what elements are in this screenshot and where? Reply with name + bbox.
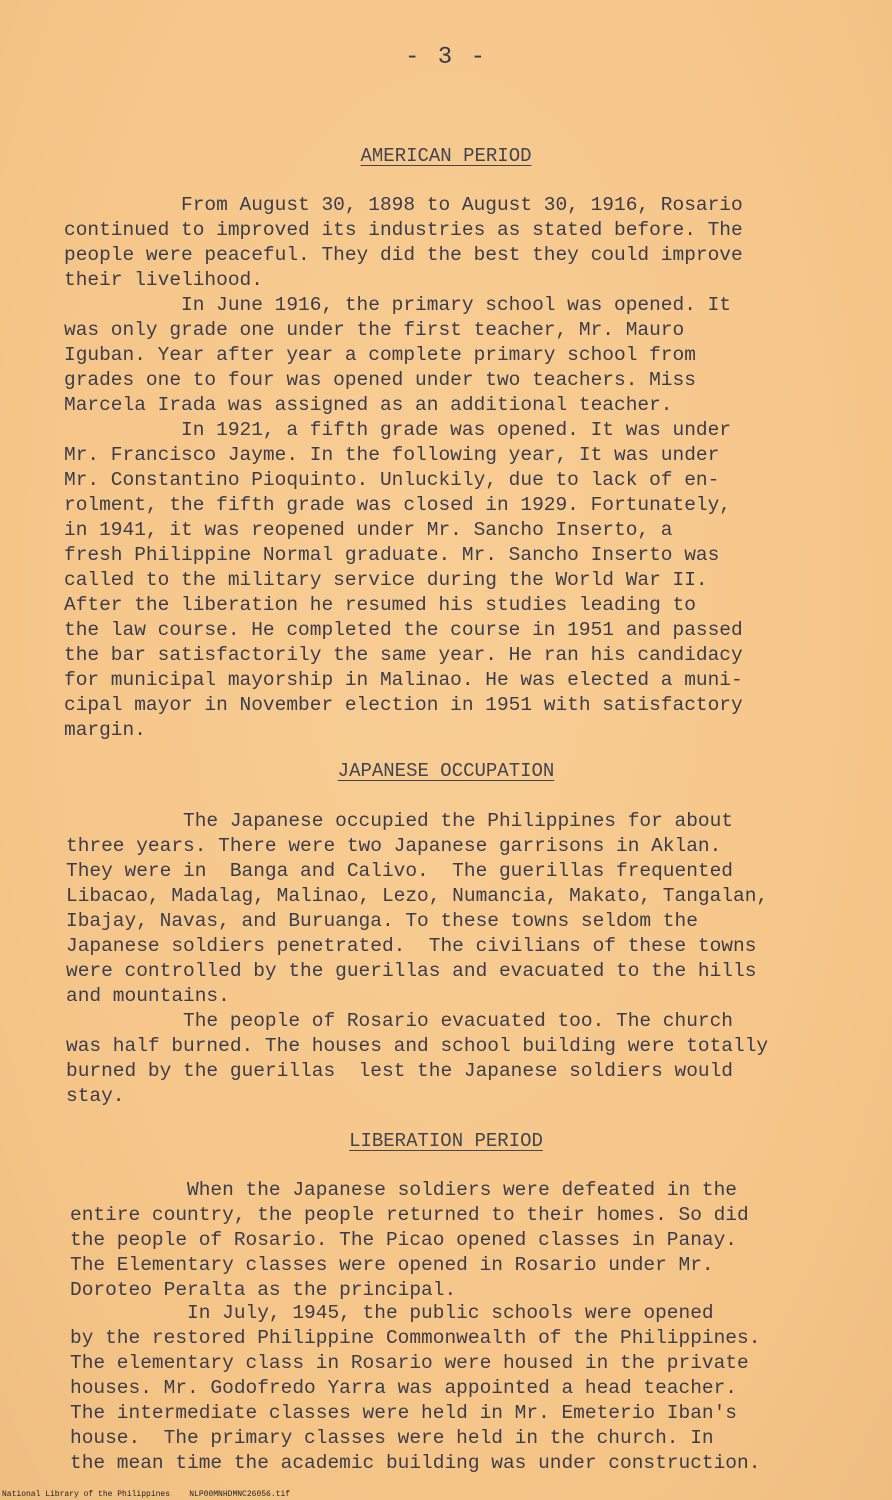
section-heading-japanese-occupation: JAPANESE OCCUPATION bbox=[337, 760, 555, 782]
paragraph-american-2: In June 1916, the primary school was opened. It was only grade one under the first teacher, Mr. Mauro Iguban. Year after year a complete primary school from grades one to four was opened under two teachers. Miss Marcela Irada was assigned as an additional teacher. bbox=[64, 294, 732, 416]
paragraph-american-1: From August 30, 1898 to August 30, 1916, Rosario continued to improved its industries as stated before. The people were peaceful. They did the best they could improve their livelihood. bbox=[64, 194, 743, 291]
section-heading-liberation-period: LIBERATION PERIOD bbox=[349, 1130, 543, 1152]
paragraph-american-3: In 1921, a fifth grade was opened. It was under Mr. Francisco Jayme. In the following year, It was under Mr. Constantino Pioquinto. Unluckily, due to lack of en- rolment, the fifth grade was closed in 1929. Fortunately, in 1941, it was reopened under Mr. Sancho Inserto, a fresh Philippine Normal graduate. Mr. Sancho Inserto was called to the military service during the World War II. After the liberation he resumed his studies leading to the law course. He completed the course in 1951 and passed the bar satisfactorily the same year. He ran his candidacy for municipal mayorship in Malinao. He was elected a muni- cipal mayor in November election in 1951 with satisfactory margin. bbox=[64, 419, 743, 741]
paragraph-japanese-1: The Japanese occupied the Philippines for about three years. There were two Japanese garrisons in Aklan. They were in Banga and Calivo. The guerillas frequented Libacao, Madalag, Malinao, Lezo, Numancia, Makato, Tangalan, Ibajay, Navas, and Buruanga. To these towns seldom the Japanese soldiers penetrated. The civilians of these towns were controlled by the guerillas and evacuated to the hills and mountains. bbox=[66, 810, 769, 1007]
section-heading-american-period: AMERICAN PERIOD bbox=[360, 145, 532, 167]
paragraph-liberation-1: When the Japanese soldiers were defeated in the entire country, the people returned to their homes. So did the people of Rosario. The Picao opened classes in Panay. The Elementary classes were opened in Rosario under Mr. Doroteo Peralta as the principal. bbox=[70, 1179, 749, 1301]
page-number: - 3 - bbox=[404, 44, 487, 71]
paragraph-japanese-2: The people of Rosario evacuated too. The church was half burned. The houses and school building were totally burned by the guerillas lest the Japanese soldiers would stay. bbox=[66, 1010, 769, 1107]
paragraph-liberation-2: In July, 1945, the public schools were opened by the restored Philippine Commonwealth of the Philippines. The elementary class in Rosario were housed in the private houses. Mr. Godofredo Yarra was appointed a head teacher. The intermediate classes were held in Mr. Emeterio Iban's house. The primary classes were held in the church. In the mean time the academic building was under construction. bbox=[70, 1302, 761, 1474]
footer-source-label: National Library of the Philippines NLP00MNHDMNC26056.tif bbox=[2, 1490, 291, 1499]
